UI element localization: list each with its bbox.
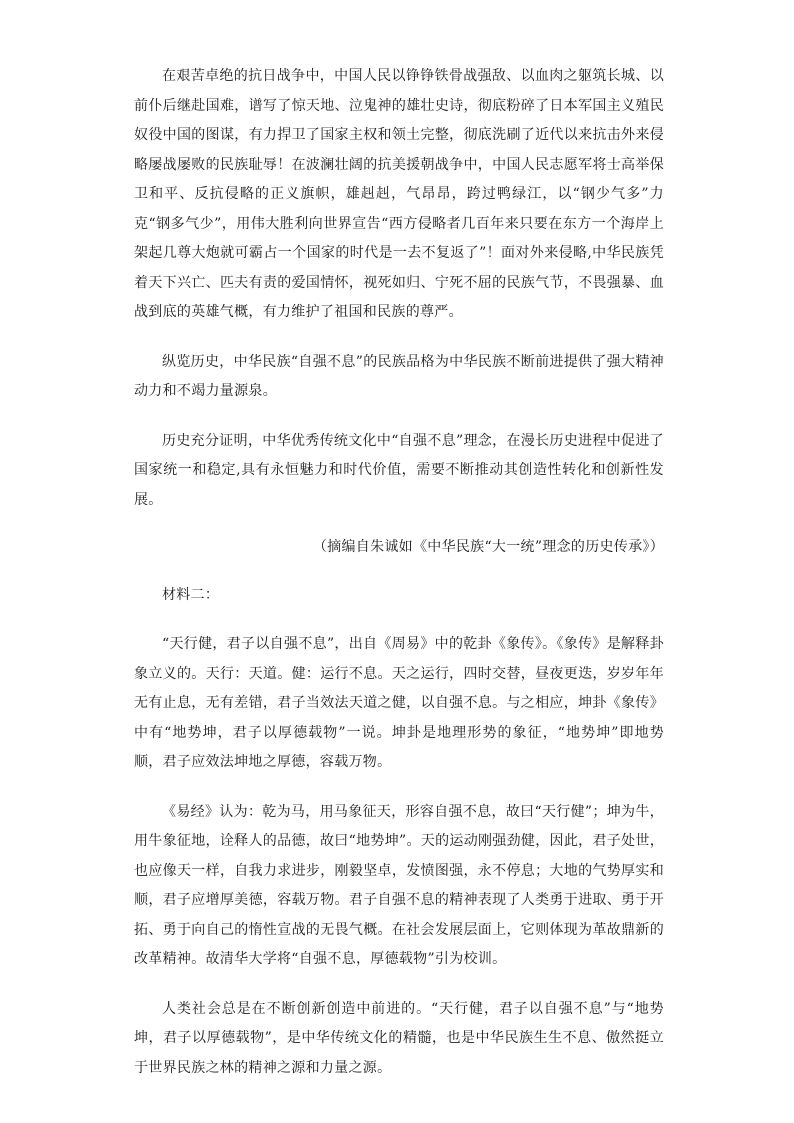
paragraph: 纵览历史，中华民族“自强不息”的民族品格为中华民族不断前进提供了强大精神动力和不竭力量源泉。 <box>134 353 664 399</box>
source-citation: （摘编自朱诚如《中华民族“大一统”理念的历史传承》） <box>312 539 664 555</box>
paragraph: “天行健，君子以自强不息”，出自《周易》中的乾卦《象传》。《象传》是解释卦象立义的。天行：天道。健：运行不息。天之运行，四时交替，昼夜更迭，岁岁年年无有止息，无有差错，君子当效法天道之健，以自强不息。与之相应，坤卦《象传》中有“地势坤，君子以厚德载物”一说。坤卦是地理形势的象征，“地势坤”即地势顺，君子应效法坤地之厚德，容载万物。 <box>134 636 664 770</box>
paragraph: 人类社会总是在不断创新创造中前进的。“天行健，君子以自强不息”与“地势坤，君子以厚德载物”，是中华传统文化的精髓，也是中华民族生生不息、傲然挺立于世界民族之林的精神之源和力量之源。 <box>134 1000 664 1076</box>
paragraph: 历史充分证明，中华优秀传统文化中“自强不息”理念，在漫长历史进程中促进了国家统一和稳定,具有永恒魅力和时代价值，需要不断推动其创造性转化和创新性发展。 <box>134 432 664 508</box>
material-label: 材料二： <box>162 586 220 603</box>
paragraph: 《易经》认为：乾为马，用马象征天，形容自强不息，故曰“天行健”；坤为牛，用牛象征地，诠释人的品德，故曰“地势坤”。天的运动刚强劲健，因此，君子处世，也应像天一样，自我力求进步，刚毅坚卓，发愤图强，永不停息；大地的气势厚实和顺，君子应增厚美德，容载万物。君子自强不息的精神表现了人类勇于进取、勇于开拓、勇于向自己的惰性宣战的无畏气概。在社会发展层面上，它则体现为革故鼎新的改革精神。故清华大学将“自强不息，厚德载物”引为校训。 <box>134 803 664 967</box>
paragraph: 在艰苦卓绝的抗日战争中，中国人民以铮铮铁骨战强敌、以血肉之躯筑长城、以前仆后继赴国难，谱写了惊天地、泣鬼神的雄壮史诗，彻底粉碎了日本军国主义殖民奴役中国的图谋，有力捍卫了国家主权和领土完整，彻底洗刷了近代以来抗击外来侵略屡战屡败的民族耻辱！在波澜壮阔的抗美援朝战争中，中国人民志愿军将士高举保卫和平、反抗侵略的正义旗帜，雄赳赳，气昂昂，跨过鸭绿江，以“钢少气多”力克“钢多气少”，用伟大胜利向世界宣告“西方侵略者几百年来只要在东方一个海岸上架起几尊大炮就可霸占一个国家的时代是一去不复返了”！面对外来侵略,中华民族凭着天下兴亡、匹夫有责的爱国情怀，视死如归、宁死不屈的民族气节，不畏强暴、血战到底的英雄气概，有力维护了祖国和民族的尊严。 <box>134 68 664 320</box>
document-body <box>134 62 664 1083</box>
